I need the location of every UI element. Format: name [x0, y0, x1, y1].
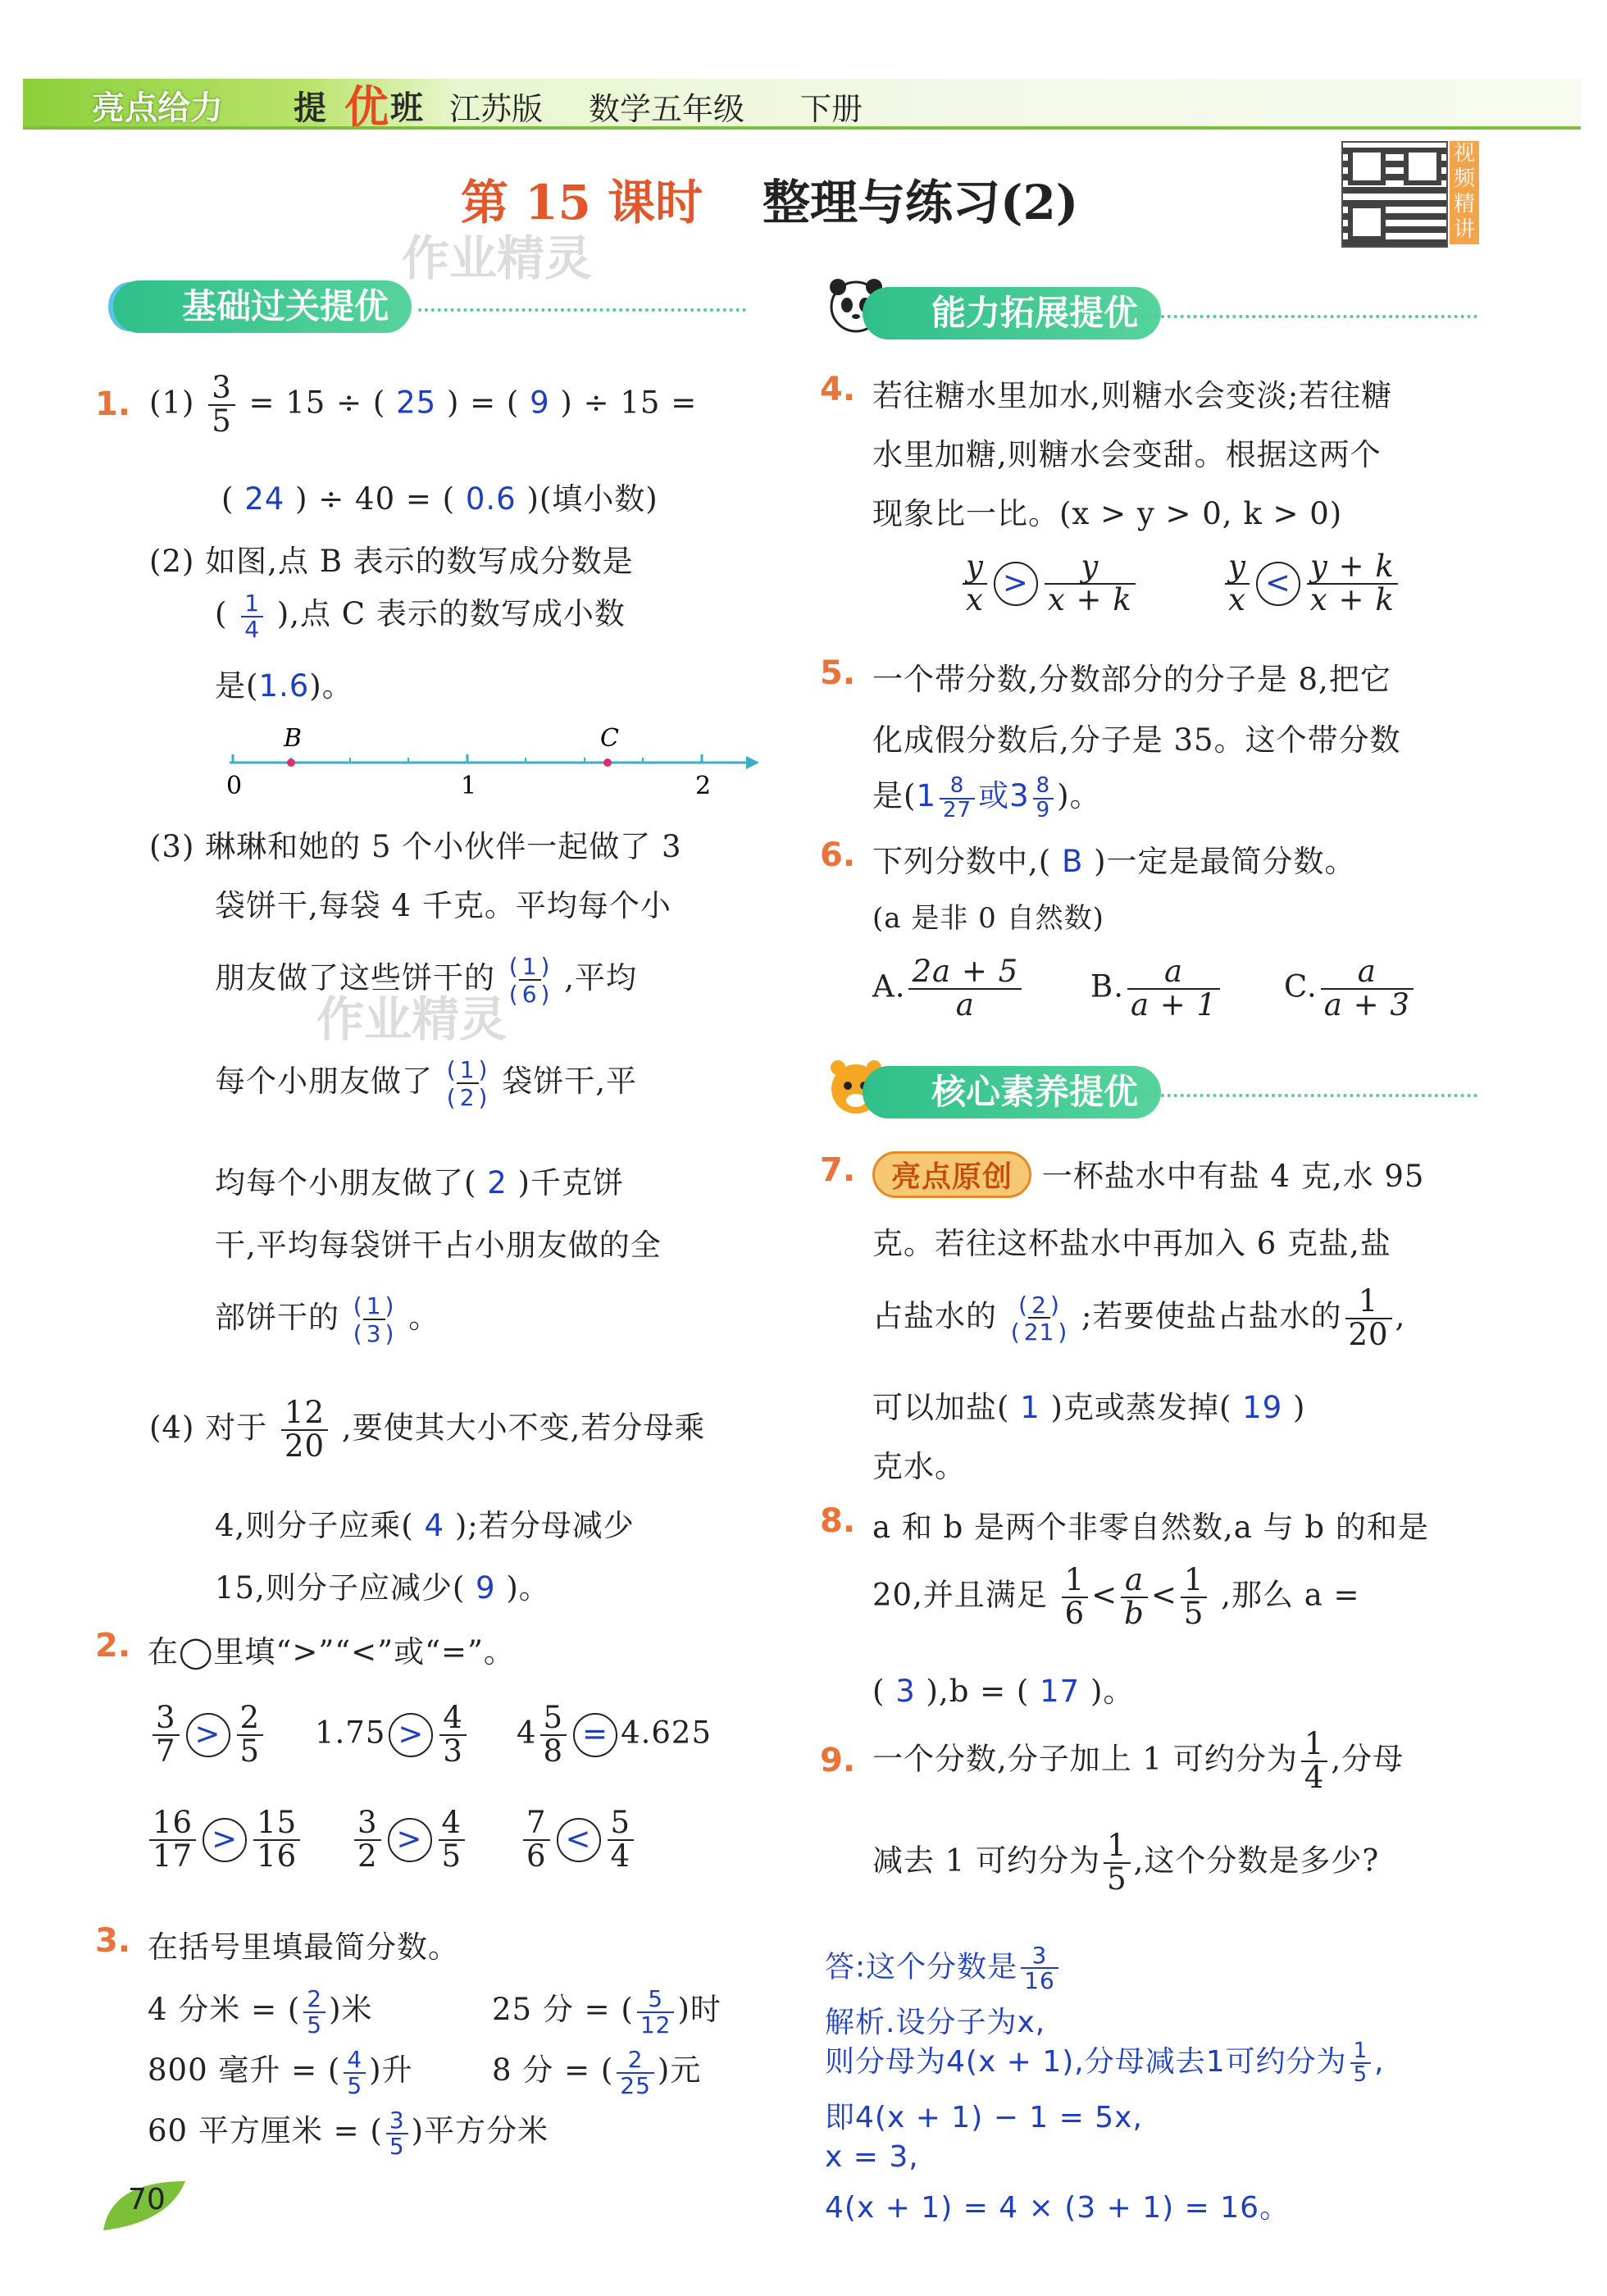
q7-line4: 可以加盐( 1 )克或蒸发掉( 19 )	[872, 1390, 1306, 1425]
answer: 9	[530, 385, 550, 421]
q3-item-5: 60 平方厘米 = ( $\frac{3}{5}$ )平方分米	[148, 2107, 549, 2160]
brand-name: 亮点给力	[92, 89, 223, 127]
q2-compare-4: $\frac{16}{17}$ > $\frac{15}{16}$	[146, 1807, 303, 1873]
brand-ban: 班	[390, 89, 423, 127]
q4-line1: 若往糖水里加水,则糖水会变淡;若往糖	[872, 378, 1393, 413]
q4-compare-1: $\frac{y}{x}$ > $\frac{y}{x + k}$	[959, 551, 1139, 617]
divider	[1141, 315, 1477, 318]
svg-text:1: 1	[461, 772, 477, 800]
q1-part3-line7: 部饼干的 ( 1 ) ( 3 ) 。	[215, 1292, 440, 1347]
svg-text:2: 2	[695, 772, 712, 800]
q9-answer-5: x = 3,	[825, 2140, 919, 2174]
q6-option-b: B. $\frac{a}{a + 1}$	[1090, 956, 1223, 1022]
answer: 1	[1020, 1390, 1040, 1425]
q1-part3-line2: 袋饼干,每袋 4 千克。平均每个小	[215, 888, 671, 923]
answer: 0.6	[465, 481, 517, 517]
q5-line2: 化成假分数后,分子是 35。这个带分数	[872, 722, 1401, 758]
q4-line2: 水里加糖,则糖水会变甜。根据这两个	[872, 437, 1382, 472]
q3-item-2: 25 分 = ( $\frac{5}{12}$ )时	[492, 1985, 722, 2039]
answer: 9	[476, 1570, 496, 1606]
q2-compare-3: 4 $\frac{5}{8}$ = 4.625	[517, 1700, 712, 1769]
page-header	[23, 79, 1581, 133]
q1-part3-line6: 干,平均每袋饼干占小朋友做的全	[215, 1228, 662, 1263]
answer: B	[1061, 844, 1084, 879]
q9-line2: 减去 1 可约分为 $\frac{1}{5}$ ,这个分数是多少?	[872, 1828, 1380, 1897]
divider	[418, 308, 746, 312]
q1-part3-line3: 朋友做了这些饼干的 ( 1 ) ( 6 ) ,平均	[215, 953, 637, 1008]
question-number: 5.	[820, 654, 856, 692]
q1-part2-line1: (2) 如图,点 B 表示的数写成分数是	[149, 544, 634, 579]
q3-item-1: 4 分米 = ( $\frac{2}{5}$ )米	[148, 1985, 373, 2039]
answer: 19	[1242, 1390, 1283, 1425]
q9-answer-4: 即4(x + 1) − 1 = 5x,	[825, 2101, 1143, 2134]
q6-option-c: C. $\frac{a}{a + 3}$	[1284, 956, 1417, 1022]
answer: 3	[895, 1674, 916, 1709]
question-number: 9.	[820, 1742, 856, 1779]
q2-instruction: 在◯里填“>”“<”或“=”。	[148, 1634, 515, 1670]
answer: 25	[396, 385, 437, 421]
q7-line3: 占盐水的 ( 2 ) ( 21 ) ;若要使盐占盐水的 $\frac{1}{20}$ ,	[872, 1283, 1406, 1352]
q4-compare-2: $\frac{y}{x}$ < $\frac{y + k}{x + k}$	[1222, 551, 1401, 617]
answer: 2	[487, 1165, 508, 1200]
question-number: 1.	[95, 385, 131, 423]
answer: 17	[1040, 1674, 1081, 1709]
q6-line2: (a 是非 0 自然数)	[872, 902, 1104, 935]
q5-line3: 是(1 $\frac{8}{27}$ 或3 $\frac{8}{9}$ )。	[872, 773, 1101, 822]
volume: 下册	[800, 91, 863, 127]
svg-text:C: C	[600, 724, 619, 753]
q2-compare-1: $\frac{3}{7}$ > $\frac{2}{5}$	[149, 1702, 266, 1768]
qr-code-icon[interactable]	[1341, 141, 1448, 248]
point-c	[603, 758, 612, 767]
question-number: 8.	[820, 1502, 856, 1540]
q1-part4-line1: (4) 对于 $\frac{12}{20}$ ,要使其大小不变,若分母乘	[149, 1395, 706, 1464]
brand-you: 优	[344, 81, 389, 133]
q1-part3-line4: 每个小朋友做了 ( 1 ) ( 2 ) 袋饼干,平	[215, 1056, 637, 1111]
q6-line1: 下列分数中,( B )一定是最简分数。	[872, 844, 1356, 879]
q7-line1: 亮点原创 一杯盐水中有盐 4 克,水 95	[872, 1151, 1424, 1198]
question-number: 4.	[820, 371, 856, 408]
q3-instruction: 在括号里填最简分数。	[148, 1929, 459, 1965]
subject: 数学五年级	[589, 91, 745, 127]
q1-part3-line1: (3) 琳琳和她的 5 个小伙伴一起做了 3	[149, 829, 682, 864]
edition: 江苏版	[449, 91, 544, 127]
watermark: 作业精灵	[402, 230, 593, 286]
q5-line1: 一个带分数,分数部分的分子是 8,把它	[872, 662, 1391, 697]
q7-line2: 克。若往这杯盐水中再加入 6 克盐,盐	[872, 1226, 1391, 1261]
q4-line3: 现象比一比。(x > y > 0, k > 0)	[872, 496, 1343, 531]
page-number: 70	[128, 2183, 166, 2216]
q9-answer-3: 则分母为4(x + 1),分母减去1可约分为 $\frac{1}{5}$ ,	[825, 2038, 1385, 2087]
watermark: 作业精灵	[316, 991, 508, 1047]
q1-part3-line5: 均每个小朋友做了( 2 )千克饼	[215, 1165, 624, 1200]
brand-ti: 提	[294, 89, 326, 127]
answer: 1.6	[258, 668, 310, 704]
svg-text:0: 0	[226, 772, 243, 800]
answer: 24	[244, 481, 285, 517]
answer: 4	[424, 1508, 445, 1543]
q2-compare-6: $\frac{7}{6}$ < $\frac{5}{4}$	[520, 1807, 637, 1873]
question-number: 6.	[820, 836, 856, 874]
q2-compare-2: 1.75 > $\frac{4}{3}$	[315, 1702, 470, 1768]
q9-answer-1: 答:这个分数是 $\frac{3}{16}$	[825, 1943, 1062, 1993]
page-title: 整理与练习(2)	[763, 175, 1079, 230]
section-basic: 基础过关提优	[113, 280, 412, 333]
q9-answer-6: 4(x + 1) = 4 × (3 + 1) = 16。	[825, 2191, 1291, 2225]
q3-item-4: 8 分 = ( $\frac{2}{25}$ )元	[492, 2046, 702, 2099]
point-b	[287, 758, 295, 767]
q8-line1: a 和 b 是两个非零自然数,a 与 b 的和是	[872, 1510, 1429, 1545]
section-core: 核心素养提优	[863, 1066, 1161, 1118]
section-ability: 能力拓展提优	[863, 287, 1161, 339]
q8-line2: 20,并且满足 $\frac{1}{6}$ < $\frac{a}{b}$ < $\frac{1}{5}$ ,那么 a =	[872, 1562, 1360, 1631]
divider	[1141, 1094, 1477, 1097]
q1-part2-line3: 是(1.6)。	[215, 668, 353, 704]
question-number: 2.	[95, 1627, 131, 1665]
q1-part4-line3: 15,则分子应减少( 9 )。	[215, 1570, 550, 1606]
video-lecture-label: 视频精讲	[1450, 141, 1479, 244]
q8-line3: ( 3 ),b = ( 17 )。	[872, 1674, 1135, 1709]
number-line	[221, 722, 763, 812]
q9-line1: 一个分数,分子加上 1 可约分为 $\frac{1}{4}$ ,分母	[872, 1726, 1404, 1795]
svg-text:B: B	[284, 724, 303, 753]
original-tag: 亮点原创	[872, 1151, 1031, 1198]
q9-answer-2: 解析.设分子为x,	[825, 2006, 1046, 2039]
q1-part1-line2: ( 24 ) ÷ 40 = ( 0.6 )(填小数)	[221, 481, 658, 517]
q1-part4-line2: 4,则分子应乘( 4 );若分母减少	[215, 1508, 635, 1543]
q7-line5: 克水。	[872, 1449, 966, 1484]
q1-part1-line1: (1) $\frac{3}{5}$ = 15 ÷ ( 25 ) = ( 9 ) ÷ 15 =	[149, 370, 698, 439]
question-number: 7.	[820, 1151, 856, 1189]
question-number: 3.	[95, 1922, 131, 1960]
q6-option-a: A. $\frac{2a + 5}{a}$	[872, 956, 1025, 1022]
q3-item-3: 800 毫升 = ( $\frac{4}{5}$ )升	[148, 2046, 413, 2099]
q2-compare-5: $\frac{3}{2}$ > $\frac{4}{5}$	[351, 1807, 468, 1873]
q1-part2-line2: ( $\frac{1}{4}$ ),点 C 表示的数写成小数	[215, 590, 626, 643]
lesson-number: 第 15 课时	[461, 175, 703, 230]
